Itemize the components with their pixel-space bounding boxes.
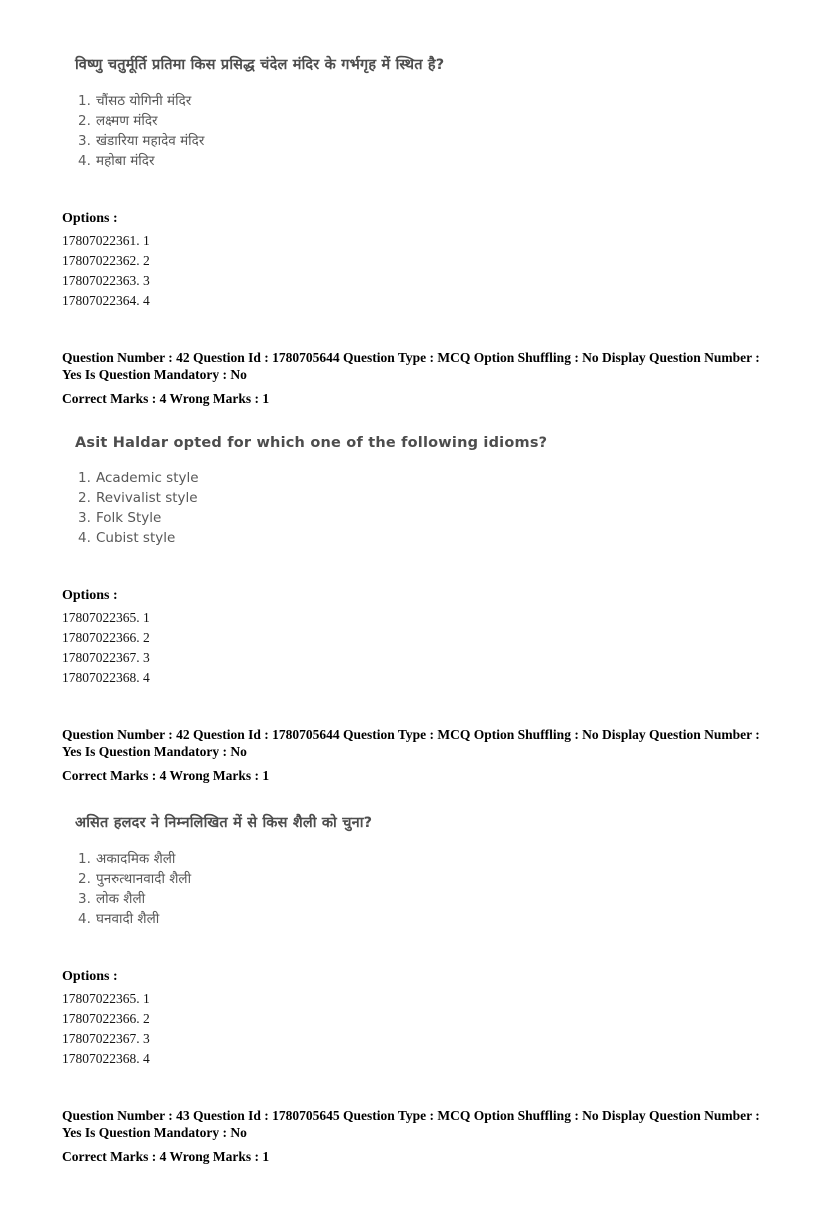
choice-list (78, 468, 768, 548)
option-id-line: 17807022365. 1 (62, 610, 150, 625)
choice-label: Folk Style (96, 510, 162, 526)
question-block-2 (62, 435, 768, 688)
choice-item (78, 849, 768, 869)
choice-number: 1. (78, 93, 91, 109)
option-id-line: 17807022368. 4 (62, 1051, 150, 1066)
choice-item (78, 151, 768, 171)
choice-number: 2. (78, 113, 91, 129)
question-text: Asit Haldar opted for which one of the following idioms? (75, 435, 548, 451)
question-block-1 (62, 54, 768, 311)
option-id-line: 17807022366. 2 (62, 630, 150, 645)
question-image-2 (75, 435, 768, 548)
question-meta-3 (62, 1107, 768, 1165)
choice-number: 1. (78, 851, 91, 867)
choice-label: खंडारिया महादेव मंदिर (96, 133, 205, 149)
choice-item (78, 508, 768, 528)
meta-line1: Question Number : 42 Question Id : 1780705644 Question Type : MCQ Option Shuffling : No Display Question Number : Yes Is Question Mandatory : No (62, 350, 760, 382)
option-id-list (62, 231, 768, 311)
choice-number: 2. (78, 490, 91, 506)
question-image-3 (75, 812, 768, 929)
choice-item (78, 869, 768, 889)
choice-label: अकादमिक शैली (96, 851, 176, 867)
choice-number: 4. (78, 530, 91, 546)
option-id-line: 17807022361. 1 (62, 233, 150, 248)
option-id-line: 17807022363. 3 (62, 273, 150, 288)
option-id-line: 17807022368. 4 (62, 670, 150, 685)
choice-number: 1. (78, 470, 91, 486)
question-text: विष्णु चतुर्मूर्ति प्रतिमा किस प्रसिद्ध चंदेल मंदिर के गर्भगृह में स्थित है? (75, 57, 445, 73)
option-id-line: 17807022365. 1 (62, 991, 150, 1006)
options-heading: Options : (62, 211, 118, 226)
choice-list (78, 91, 768, 171)
choice-number: 3. (78, 510, 91, 526)
meta-line1: Question Number : 42 Question Id : 1780705644 Question Type : MCQ Option Shuffling : No Display Question Number : Yes Is Question Mandatory : No (62, 727, 760, 759)
question-meta-1 (62, 349, 768, 407)
choice-item (78, 131, 768, 151)
choice-item (78, 488, 768, 508)
question-image-1 (75, 54, 768, 171)
choice-item (78, 91, 768, 111)
choice-label: महोबा मंदिर (96, 153, 155, 169)
choice-number: 4. (78, 911, 91, 927)
choice-number: 4. (78, 153, 91, 169)
question-text: असित हलदर ने निम्नलिखित में से किस शैली को चुना? (75, 815, 373, 831)
choice-item (78, 528, 768, 548)
choice-label: पुनरुत्थानवादी शैली (96, 871, 192, 887)
option-id-line: 17807022366. 2 (62, 1011, 150, 1026)
choice-item (78, 909, 768, 929)
option-id-line: 17807022367. 3 (62, 650, 150, 665)
choice-label: घनवादी शैली (96, 911, 160, 927)
option-id-list (62, 608, 768, 688)
choice-list (78, 849, 768, 929)
meta-line2: Correct Marks : 4 Wrong Marks : 1 (62, 391, 270, 406)
option-id-line: 17807022362. 2 (62, 253, 150, 268)
choice-number: 3. (78, 891, 91, 907)
options-heading: Options : (62, 588, 118, 603)
option-id-list (62, 989, 768, 1069)
meta-line2: Correct Marks : 4 Wrong Marks : 1 (62, 768, 270, 783)
choice-label: Academic style (96, 470, 199, 486)
question-block-3 (62, 812, 768, 1069)
choice-item (78, 468, 768, 488)
choice-label: लोक शैली (96, 891, 146, 907)
choice-label: लक्ष्मण मंदिर (96, 113, 158, 129)
choice-item (78, 889, 768, 909)
option-id-line: 17807022367. 3 (62, 1031, 150, 1046)
choice-number: 3. (78, 133, 91, 149)
options-heading: Options : (62, 969, 118, 984)
option-id-line: 17807022364. 4 (62, 293, 150, 308)
meta-line2: Correct Marks : 4 Wrong Marks : 1 (62, 1149, 270, 1164)
choice-label: Cubist style (96, 530, 176, 546)
choice-number: 2. (78, 871, 91, 887)
choice-label: Revivalist style (96, 490, 198, 506)
meta-line1: Question Number : 43 Question Id : 1780705645 Question Type : MCQ Option Shuffling : No Display Question Number : Yes Is Question Mandatory : No (62, 1108, 760, 1140)
question-meta-2 (62, 726, 768, 784)
choice-label: चौंसठ योगिनी मंदिर (96, 93, 192, 109)
choice-item (78, 111, 768, 131)
